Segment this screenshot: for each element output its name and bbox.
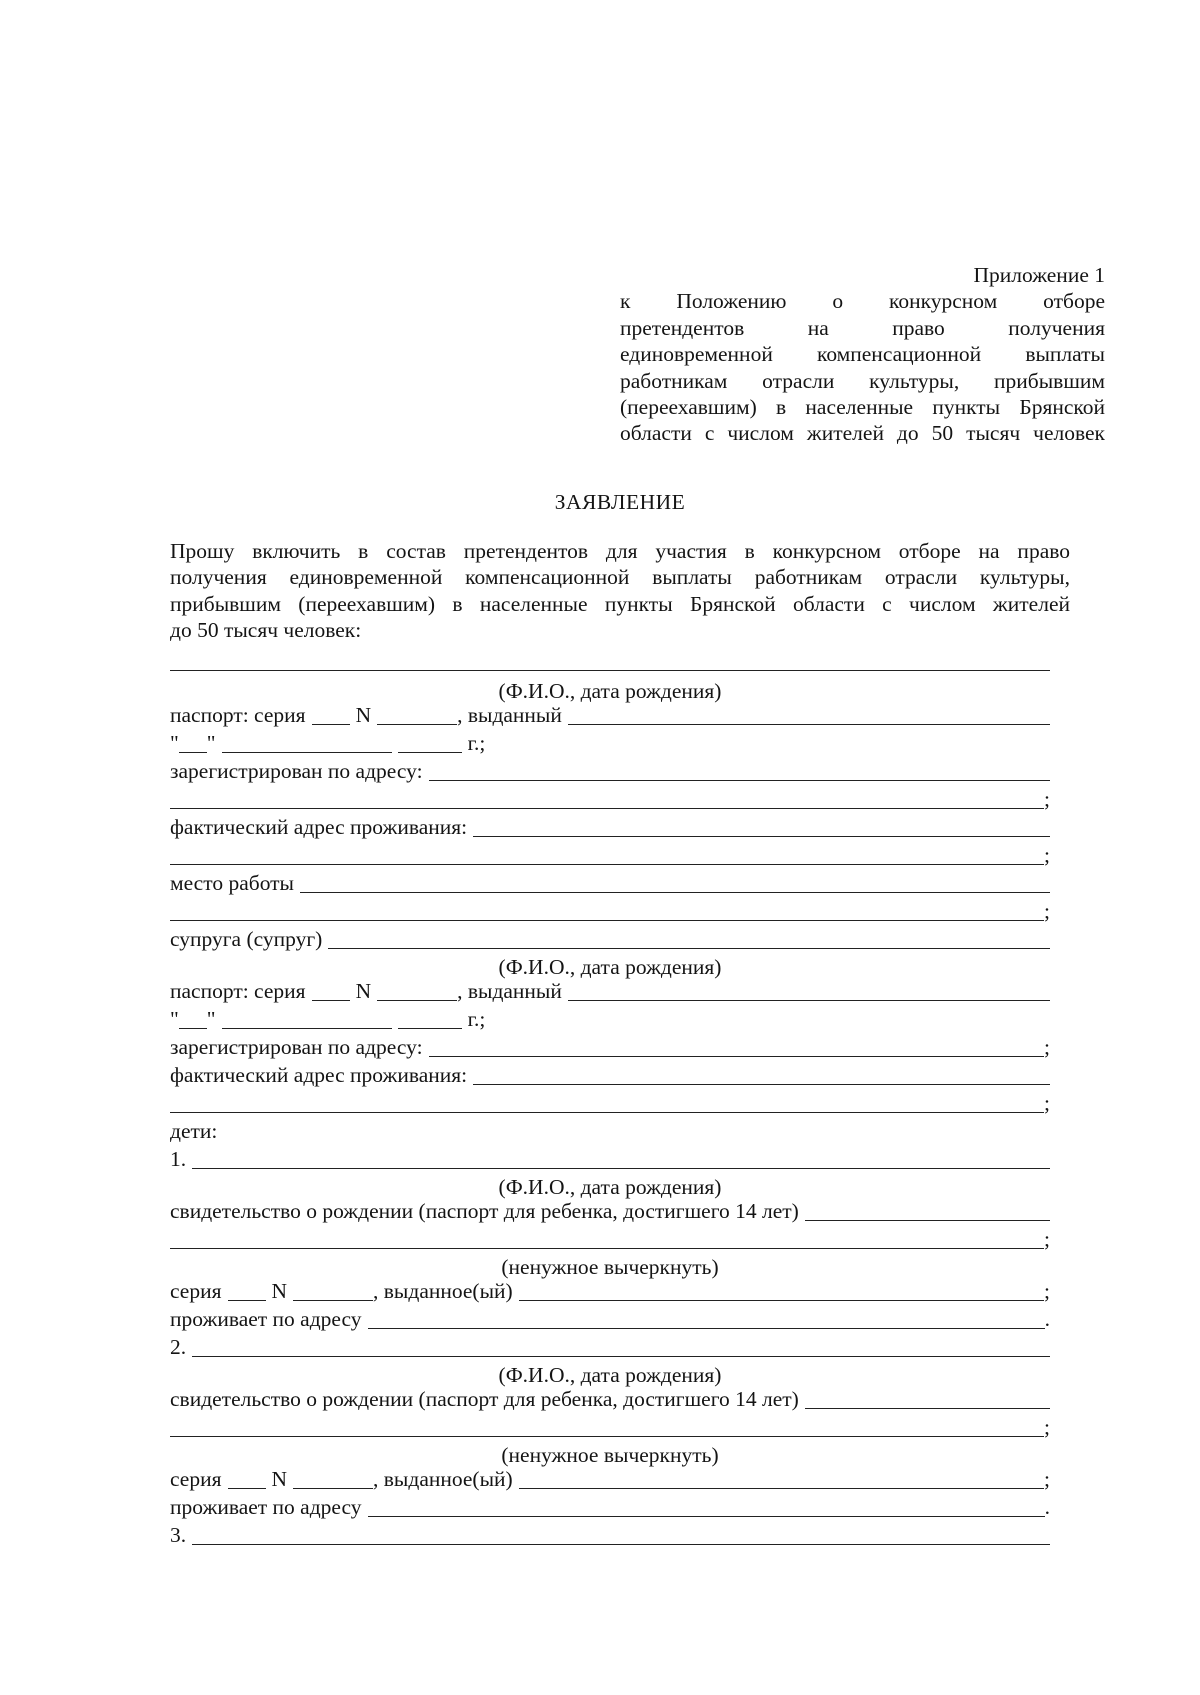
lives-at-label: проживает по адресу <box>170 1307 362 1331</box>
spouse-passport-row <box>170 978 1050 1006</box>
applicant-workplace-row <box>170 870 1050 898</box>
passport-series-label: паспорт: серия <box>170 979 306 1003</box>
child-1-cert-field-2[interactable] <box>170 1248 1044 1249</box>
birth-cert-label: свидетельство о рождении (паспорт для ребенка, достигшего 14 лет) <box>170 1199 799 1223</box>
child-2-cert-row <box>170 1386 1050 1414</box>
strike-caption: (ненужное вычеркнуть) <box>501 1255 719 1279</box>
quote-close: " <box>206 731 216 755</box>
semicolon: ; <box>1044 1227 1050 1251</box>
semicolon: ; <box>1044 899 1050 923</box>
applicant-passport-row <box>170 702 1050 730</box>
period: . <box>1044 1307 1050 1331</box>
workplace-field-2[interactable] <box>170 920 1044 921</box>
intro-line: получения единовременной компенсационной выплаты работникам отрасли культуры, <box>170 565 1070 590</box>
fio-caption: (Ф.И.О., дата рождения) <box>498 679 722 703</box>
child-1-label: 1. <box>170 1147 187 1171</box>
child-1-series-field[interactable] <box>228 1300 266 1301</box>
child-1-cert-row <box>170 1198 1050 1226</box>
applicant-registered-row <box>170 758 1050 786</box>
actual-address-field-2[interactable] <box>170 864 1044 865</box>
children-row <box>170 1118 1050 1146</box>
spouse-actual-address-field[interactable] <box>473 1084 1050 1085</box>
spouse-registered-address-field[interactable] <box>429 1056 1044 1057</box>
child-2-lives-row <box>170 1494 1050 1522</box>
spouse-passport-issued-by-field[interactable] <box>568 1000 1050 1001</box>
applicant-workplace-row-2 <box>170 898 1050 926</box>
workplace-field[interactable] <box>300 892 1050 893</box>
child-3-label: 3. <box>170 1523 187 1547</box>
spouse-passport-series-field[interactable] <box>312 1000 350 1001</box>
child-2-cert-row-2 <box>170 1414 1050 1442</box>
intro-line: Прошу включить в состав претендентов для участия в конкурсном отборе на право <box>170 539 1070 563</box>
issue-month-field[interactable] <box>222 752 392 753</box>
year-label: г.; <box>467 1007 486 1031</box>
appendix-line: (переехавшим) в населенные пункты Брянской <box>620 395 1105 420</box>
quote-close: " <box>206 1007 216 1031</box>
spouse-actual-address-field-2[interactable] <box>170 1112 1044 1113</box>
quote-open: " <box>170 731 179 755</box>
period: . <box>1044 1495 1050 1519</box>
spouse-actual-address-row <box>170 1062 1050 1090</box>
spouse-registered-row <box>170 1034 1050 1062</box>
registered-label: зарегистрирован по адресу: <box>170 1035 423 1059</box>
child-2-cert-field-2[interactable] <box>170 1436 1044 1437</box>
child-1-row <box>170 1146 1050 1174</box>
child-3-fio-field[interactable] <box>192 1544 1050 1545</box>
child-1-issued-by-field[interactable] <box>519 1300 1044 1301</box>
appendix-line: единовременной компенсационной выплаты <box>620 342 1105 367</box>
applicant-actual-address-row-2 <box>170 842 1050 870</box>
child-2-fio-field[interactable] <box>192 1356 1050 1357</box>
child-1-number-field[interactable] <box>293 1300 373 1301</box>
number-label: N <box>271 1467 288 1491</box>
semicolon: ; <box>1044 1035 1050 1059</box>
fio-caption: (Ф.И.О., дата рождения) <box>498 1363 722 1387</box>
applicant-fio-row <box>170 648 1050 676</box>
spouse-issue-month-field[interactable] <box>222 1028 392 1029</box>
semicolon: ; <box>1044 787 1050 811</box>
child-1-fio-field[interactable] <box>192 1168 1050 1169</box>
spouse-actual-address-row-2 <box>170 1090 1050 1118</box>
appendix-heading: Приложение 1 <box>973 263 1105 287</box>
document-title: ЗАЯВЛЕНИЕ <box>554 490 686 514</box>
applicant-issue-date-row <box>170 730 1050 758</box>
quote-open: " <box>170 1007 179 1031</box>
appendix-line: к Положению о конкурсном отборе <box>620 289 1105 314</box>
series-label: серия <box>170 1279 222 1303</box>
semicolon: ; <box>1044 1467 1050 1491</box>
year-label: г.; <box>467 731 486 755</box>
child-2-label: 2. <box>170 1335 187 1359</box>
registered-address-field-2[interactable] <box>170 808 1044 809</box>
semicolon: ; <box>1044 1415 1050 1439</box>
child-1-cert-row-2 <box>170 1226 1050 1254</box>
child-2-series-field[interactable] <box>228 1488 266 1489</box>
spouse-issue-date-row <box>170 1006 1050 1034</box>
series-label: серия <box>170 1467 222 1491</box>
fio-caption: (Ф.И.О., дата рождения) <box>498 955 722 979</box>
children-label: дети: <box>170 1119 218 1143</box>
issued-label: , выданный <box>457 703 562 727</box>
child-1-address-field[interactable] <box>368 1328 1045 1329</box>
strike-caption: (ненужное вычеркнуть) <box>501 1443 719 1467</box>
intro-paragraph <box>170 538 1070 644</box>
child-2-number-field[interactable] <box>293 1488 373 1489</box>
workplace-label: место работы <box>170 871 295 895</box>
passport-series-label: паспорт: серия <box>170 703 306 727</box>
actual-address-label: фактический адрес проживания: <box>170 815 468 839</box>
child-2-series-row <box>170 1466 1050 1494</box>
child-1-lives-row <box>170 1306 1050 1334</box>
applicant-registered-row-2 <box>170 786 1050 814</box>
passport-issued-by-field[interactable] <box>568 724 1050 725</box>
semicolon: ; <box>1044 843 1050 867</box>
appendix-line: области с числом жителей до 50 тысяч человек <box>620 421 1105 446</box>
spouse-label: супруга (супруг) <box>170 927 323 951</box>
number-label: N <box>271 1279 288 1303</box>
semicolon: ; <box>1044 1279 1050 1303</box>
child-1-cert-field[interactable] <box>805 1220 1050 1221</box>
appendix-line: претендентов на право получения <box>620 315 1105 340</box>
intro-line: прибывшим (переехавшим) в населенные пункты Брянской области с числом жителей <box>170 591 1070 616</box>
birth-cert-label: свидетельство о рождении (паспорт для ребенка, достигшего 14 лет) <box>170 1387 799 1411</box>
issued-child-label: , выданное(ый) <box>373 1279 513 1303</box>
intro-line: до 50 тысяч человек: <box>170 618 362 643</box>
registered-label: зарегистрирован по адресу: <box>170 759 423 783</box>
actual-address-field[interactable] <box>473 836 1050 837</box>
child-2-cert-field[interactable] <box>805 1408 1050 1409</box>
issue-year-field[interactable] <box>398 752 462 753</box>
child-1-series-row <box>170 1278 1050 1306</box>
spouse-fio-field[interactable] <box>328 948 1050 949</box>
child-3-row <box>170 1522 1050 1550</box>
child-2-row <box>170 1334 1050 1362</box>
spouse-issue-year-field[interactable] <box>398 1028 462 1029</box>
applicant-actual-address-row <box>170 814 1050 842</box>
registered-address-field[interactable] <box>429 780 1050 781</box>
appendix-line: работникам отрасли культуры, прибывшим <box>620 368 1105 393</box>
fio-caption: (Ф.И.О., дата рождения) <box>498 1175 722 1199</box>
actual-address-label: фактический адрес проживания: <box>170 1063 468 1087</box>
spouse-issue-day-field[interactable] <box>179 1028 207 1029</box>
passport-series-field[interactable] <box>312 724 350 725</box>
lives-at-label: проживает по адресу <box>170 1495 362 1519</box>
spouse-passport-number-field[interactable] <box>377 1000 457 1001</box>
appendix-block <box>620 262 1105 447</box>
passport-number-field[interactable] <box>377 724 457 725</box>
child-2-address-field[interactable] <box>368 1516 1045 1517</box>
issue-day-field[interactable] <box>179 752 207 753</box>
semicolon: ; <box>1044 1091 1050 1115</box>
issued-label: , выданный <box>457 979 562 1003</box>
spouse-row <box>170 926 1050 954</box>
passport-number-label: N <box>355 703 372 727</box>
applicant-fio-field[interactable] <box>170 670 1050 671</box>
issued-child-label: , выданное(ый) <box>373 1467 513 1491</box>
passport-number-label: N <box>355 979 372 1003</box>
child-2-issued-by-field[interactable] <box>519 1488 1044 1489</box>
